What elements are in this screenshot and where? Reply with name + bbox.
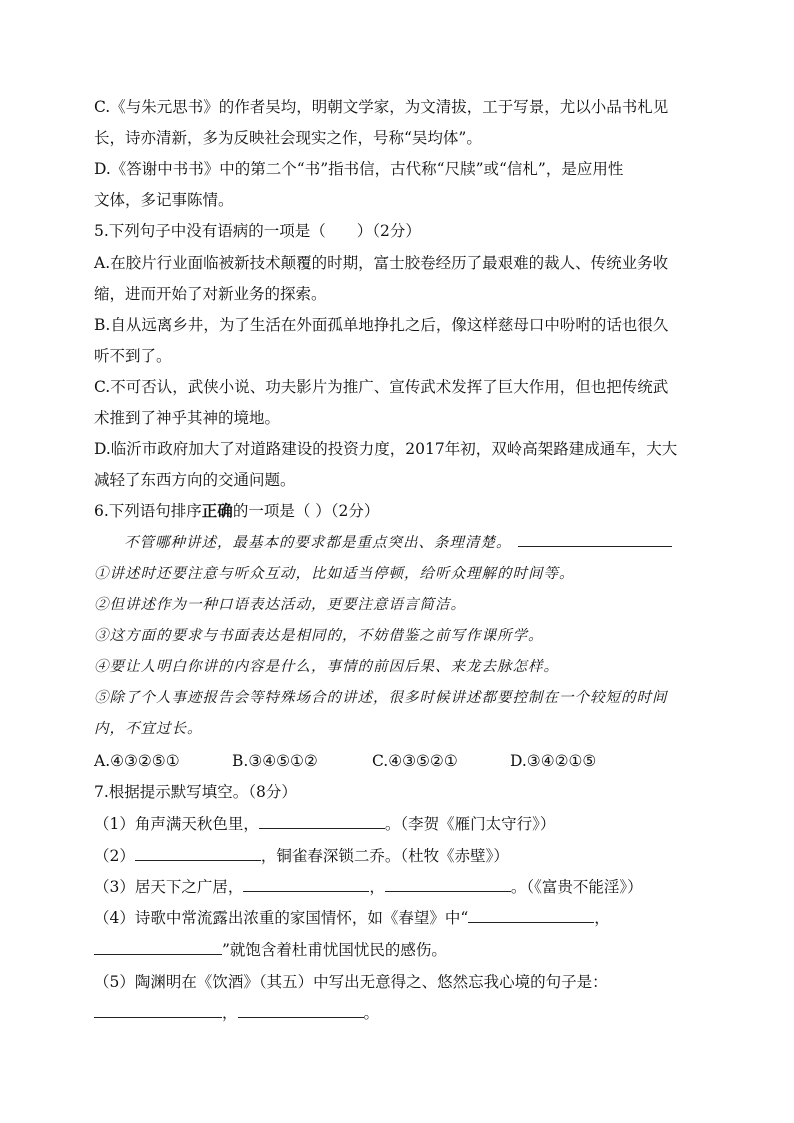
q7-item-3-prompt: （3）居天下之广居，: [94, 878, 244, 896]
q6-title: [94, 500, 379, 522]
q7-title: 7.根据提示默写填空。（8分）: [94, 783, 297, 801]
q6-intro: [124, 532, 672, 554]
q4-option-d-line2: 文体，多记事陈情。: [94, 191, 234, 209]
q6-option-d: D.③④②①⑤: [510, 752, 597, 770]
q4-option-c-line2: 长，诗亦清新，多为反映社会现实之作，号称“吴均体”。: [94, 129, 482, 147]
q6-option-a: A.④③②⑤①: [94, 752, 180, 770]
q7-item-5-period: 。: [363, 1004, 380, 1022]
q6-intro-text: 不管哪种讲述，最基本的要求都是重点突出、条理清楚。: [124, 535, 512, 551]
q7-item-4-line2: [94, 939, 447, 961]
q7-item-2-prompt: （2）: [94, 847, 135, 865]
q7-item-5-line2: [94, 1002, 379, 1024]
q5-option-b-line1: B.自从远离乡井，为了生活在外面孤单地挣扎之后，像这样慈母口中吩咐的话也很久: [94, 316, 669, 334]
q7-item-5-blank-1[interactable]: [94, 1003, 222, 1018]
q7-item-2-source: ，铜雀春深锁二乔。（杜牧《赤壁》）: [260, 847, 509, 865]
q5-option-c-line2: 术推到了神乎其神的境地。: [94, 409, 281, 427]
q5-option-b-line2: 听不到了。: [94, 347, 172, 365]
q4-option-c-line1: C.《与朱元思书》的作者吴均，明朝文学家，为文清拔，工于写景，尤以小品书札见: [94, 98, 669, 116]
q7-item-2-blank[interactable]: [135, 846, 261, 861]
q6-option-b: B.③④⑤①②: [232, 752, 318, 770]
q7-item-4-line1: [94, 907, 610, 929]
q7-item-1: [94, 813, 555, 835]
q5-title: 5.下列句子中没有语病的一项是（ ）（2分）: [94, 222, 421, 240]
q7-item-4-blank-2[interactable]: [94, 940, 222, 955]
q7-item-1-prompt: （1）角声满天秋色里，: [94, 815, 259, 833]
q6-answer-blank[interactable]: [518, 532, 672, 547]
q7-item-1-source: 。（李贺《雁门太守行》）: [384, 815, 556, 833]
q6-sentence-3: ③这方面的要求与书面表达是相同的，不妨借鉴之前写作课所学。: [94, 628, 544, 644]
q7-item-4-tail: ”就饱含着杜甫忧国忧民的感伤。: [222, 941, 447, 959]
q6-sentence-4: ④要让人明白你讲的内容是什么，事情的前因后果、来龙去脉怎样。: [94, 659, 559, 675]
q5-option-d-line2: 减轻了东西方向的交通问题。: [94, 471, 296, 489]
q7-item-3: [94, 876, 643, 898]
q5-option-a-line2: 缩，进而开始了对新业务的探索。: [94, 285, 327, 303]
q6-title-bold: 正确: [201, 501, 233, 520]
q7-item-4-prompt: （4）诗歌中常流露出浓重的家国情怀，如《春望》中“: [94, 909, 469, 927]
q4-option-d-line1: D.《答谢中书书》中的第二个“书”指书信，古代称“尺牍”或“信札”，是应用性: [94, 160, 624, 178]
q6-options: [94, 750, 596, 772]
q7-item-4-blank-1[interactable]: [468, 908, 594, 923]
q6-option-c: C.④③⑤②①: [372, 752, 458, 770]
q5-option-d-line1: D.临沂市政府加大了对道路建设的投资力度，2017年初，双岭高架路建成通车，大大: [94, 440, 678, 458]
q7-item-5-comma: ，: [222, 1004, 238, 1022]
q7-item-3-blank-1[interactable]: [243, 877, 369, 892]
q6-sentence-2: ②但讲述作为一种口语表达活动，更要注意语言简洁。: [94, 597, 466, 613]
q7-item-1-blank[interactable]: [259, 814, 385, 829]
q6-sentence-5-line2: 内，不宜过长。: [94, 721, 203, 737]
q6-sentence-1: ①讲述时还要注意与听众互动，比如适当停顿，给听众理解的时间等。: [94, 566, 575, 582]
q6-title-pre: 6.下列语句排序: [94, 502, 202, 520]
q7-item-3-comma: ，: [369, 878, 385, 896]
q7-item-5-line1: （5）陶渊明在《饮酒》（其五）中写出无意得之、悠然忘我心境的句子是：: [94, 973, 608, 991]
q6-title-post: 的一项是（ ）（2分）: [232, 502, 380, 520]
q5-option-a-line1: A.在胶片行业面临被新技术颠覆的时期，富士胶卷经历了最艰难的裁人、传统业务收: [94, 254, 669, 272]
q6-sentence-5-line1: ⑤除了个人事迹报告会等特殊场合的讲述，很多时候讲述都要控制在一个较短的时间: [94, 690, 668, 706]
q5-option-c-line1: C.不可否认，武侠小说、功夫影片为推广、宣传武术发挥了巨大作用，但也把传统武: [94, 378, 669, 396]
q7-item-5-blank-2[interactable]: [238, 1003, 364, 1018]
q7-item-3-source: 。（《富贵不能淫》）: [510, 878, 643, 896]
q7-item-2: [94, 845, 509, 867]
q7-item-4-comma: ，: [594, 909, 610, 927]
q7-item-3-blank-2[interactable]: [385, 877, 511, 892]
